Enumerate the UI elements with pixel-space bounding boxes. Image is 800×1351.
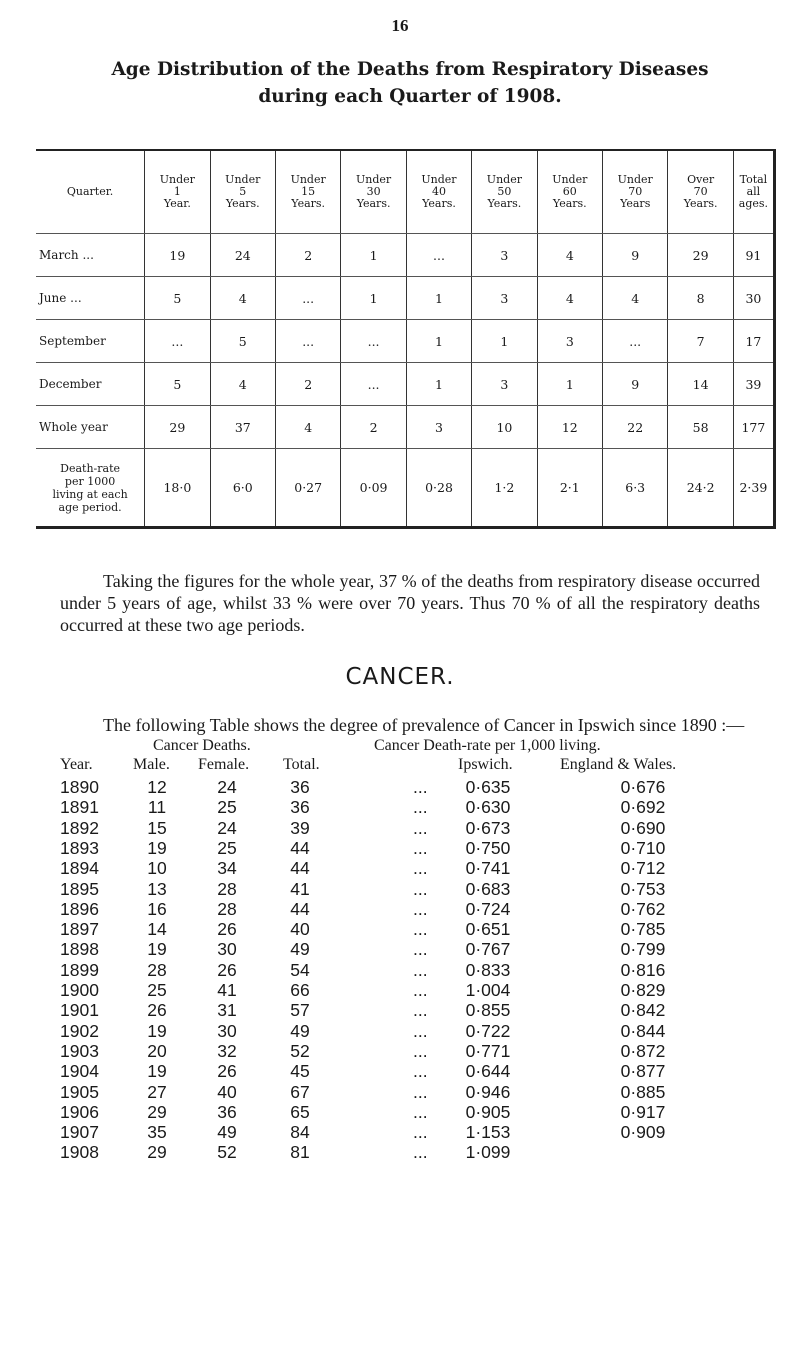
table-cell: 4 (537, 234, 602, 277)
cell-ipswich: 0·644 (465, 1061, 511, 1082)
cell-ipswich: 0·771 (465, 1040, 511, 1061)
leader-dots: ... (413, 817, 428, 838)
column-header-text: Quarter. (66, 185, 114, 198)
column-header-text: Under (617, 173, 653, 186)
table-cell: 3 (472, 234, 537, 277)
cell-year: 1905 (60, 1081, 99, 1102)
row-label: March ... (36, 234, 145, 277)
table-cell: 8 (668, 277, 733, 320)
table-cell: 4 (603, 277, 668, 320)
column-header-text: 70 (628, 185, 643, 198)
table-cell: 1 (406, 320, 471, 363)
column-header-text: 70 (693, 185, 708, 198)
cell-total: 44 (290, 858, 310, 879)
column-header-text: Years. (487, 197, 522, 210)
cell-female: 24 (217, 777, 237, 797)
leader-dots: ... (413, 777, 428, 797)
cell-year: 1902 (60, 1020, 99, 1041)
cell-england: 0·692 (620, 797, 666, 818)
cell-total: 52 (290, 1040, 310, 1061)
leader-dots: ... (413, 919, 428, 940)
cell-male: 13 (147, 878, 167, 899)
column-header-text: Years. (683, 197, 718, 210)
cell-ipswich: 0·673 (465, 817, 511, 838)
leader-dots: ... (413, 980, 428, 1000)
table-cell: 3 (472, 277, 537, 320)
cell-ipswich: 0·630 (465, 797, 511, 818)
table-cell: 0·09 (341, 449, 406, 528)
col-header-england: England & Wales. (560, 756, 677, 773)
cell-ipswich: 1·099 (465, 1142, 511, 1163)
table-row (58, 1122, 768, 1142)
cell-ipswich: 0·855 (465, 1000, 511, 1021)
cell-male: 16 (147, 898, 167, 919)
table-row (58, 858, 768, 878)
cell-female: 49 (217, 1122, 237, 1143)
table-cell: 4 (537, 277, 602, 320)
column-header (537, 150, 602, 234)
table-cell: 1 (406, 277, 471, 320)
column-header-text: 1 (173, 185, 181, 198)
table-row (58, 838, 768, 858)
table-cell: 2 (275, 234, 340, 277)
cell-male: 28 (147, 959, 167, 980)
table-cell: 1 (472, 320, 537, 363)
table-cell: 2 (275, 363, 340, 406)
cell-female: 32 (217, 1040, 237, 1061)
column-header-text: 5 (239, 185, 247, 198)
column-header-text: Years. (422, 197, 456, 210)
cell-total: 44 (290, 837, 310, 858)
column-header-text: 60 (562, 185, 577, 198)
cell-ipswich: 1·153 (465, 1122, 511, 1143)
column-header-text: Year. (163, 197, 191, 210)
column-header (145, 150, 210, 234)
cell-male: 19 (147, 1020, 167, 1041)
leader-dots: ... (413, 959, 428, 980)
table-cell: 58 (668, 406, 733, 449)
cell-ipswich: 0·905 (465, 1101, 511, 1122)
table-cell: 4 (275, 406, 340, 449)
table-cell: 1 (341, 234, 406, 277)
table-cell: 9 (603, 234, 668, 277)
leader-dots: ... (413, 1061, 428, 1082)
table-row (58, 879, 768, 899)
cell-year: 1894 (60, 858, 99, 879)
leader-dots: ... (413, 878, 428, 899)
column-header (406, 150, 471, 234)
table-cell: 5 (145, 363, 210, 406)
table-row (36, 234, 775, 277)
cell-female: 31 (217, 1000, 237, 1021)
table-cell: 29 (145, 406, 210, 449)
table-row (58, 777, 768, 797)
paragraph-cancer-intro: The following Table shows the degree of prevalence of Cancer in Ipswich since 1890 :— (103, 715, 745, 735)
cell-year: 1904 (60, 1061, 99, 1082)
cell-ipswich: 0·635 (465, 777, 511, 797)
cell-england: 0·712 (620, 858, 666, 879)
cell-total: 36 (290, 797, 310, 818)
cell-year: 1908 (60, 1142, 99, 1163)
table-cell: ... (603, 320, 668, 363)
cell-total: 65 (290, 1101, 310, 1122)
cell-year: 1896 (60, 898, 99, 919)
cell-male: 14 (147, 919, 167, 940)
table-cell: 5 (210, 320, 275, 363)
table-cell: 1 (341, 277, 406, 320)
cell-ipswich: 1·004 (465, 980, 511, 1000)
column-header (472, 150, 537, 234)
cell-female: 52 (217, 1142, 237, 1163)
table-cell: ... (145, 320, 210, 363)
column-header (275, 150, 340, 234)
cell-year: 1900 (60, 980, 99, 1000)
cell-ipswich: 0·741 (465, 858, 511, 879)
table-row (58, 1000, 768, 1020)
table-header-row (36, 150, 775, 234)
column-header-text: all (746, 185, 761, 198)
cell-england: 0·917 (620, 1101, 666, 1122)
table-row (36, 406, 775, 449)
cell-female: 30 (217, 1020, 237, 1041)
cell-england: 0·872 (620, 1040, 666, 1061)
table-cell: 2·39 (733, 449, 774, 528)
column-header-text: ages. (738, 197, 769, 210)
table-cell: 19 (145, 234, 210, 277)
cell-male: 26 (147, 1000, 167, 1021)
cell-female: 25 (217, 797, 237, 818)
cell-female: 26 (217, 1061, 237, 1082)
column-header-text: Under (290, 173, 326, 186)
cell-female: 30 (217, 939, 237, 960)
table-cell: 4 (210, 363, 275, 406)
table-cell: 14 (668, 363, 733, 406)
table-cell: 1·2 (472, 449, 537, 528)
cell-total: 40 (290, 919, 310, 940)
leader-dots: ... (413, 1122, 428, 1143)
column-header-text: Years (620, 197, 651, 210)
table-cell: 0·27 (275, 449, 340, 528)
cell-ipswich: 0·946 (465, 1081, 511, 1102)
row-label: September (36, 320, 145, 363)
column-header-text: Under (552, 173, 588, 186)
column-header-text: 30 (366, 185, 381, 198)
cell-total: 49 (290, 939, 310, 960)
row-label-text: age period. (58, 500, 122, 514)
table-row (58, 980, 768, 1000)
cell-female: 41 (217, 980, 237, 1000)
death-rate-row (36, 449, 775, 528)
table-cell: 3 (406, 406, 471, 449)
cell-year: 1899 (60, 959, 99, 980)
table-cell: 5 (145, 277, 210, 320)
cell-england: 0·877 (620, 1061, 666, 1082)
leader-dots: ... (413, 858, 428, 879)
cell-total: 81 (290, 1142, 310, 1163)
cell-male: 19 (147, 1061, 167, 1082)
col-header-total: Total. (283, 756, 320, 773)
cell-female: 36 (217, 1101, 237, 1122)
cell-ipswich: 0·722 (465, 1020, 511, 1041)
column-header-text: Years. (225, 197, 260, 210)
column-header (668, 150, 733, 234)
cell-year: 1903 (60, 1040, 99, 1061)
column-header-text: Under (486, 173, 522, 186)
table-cell: 91 (733, 234, 774, 277)
table-cell: 24 (210, 234, 275, 277)
cell-total: 36 (290, 777, 310, 797)
table-row (58, 1061, 768, 1081)
table-row (58, 797, 768, 817)
cell-male: 27 (147, 1081, 167, 1102)
table-cell: 37 (210, 406, 275, 449)
table-cell: 2·1 (537, 449, 602, 528)
table-cell: ... (341, 320, 406, 363)
table-cell: 1 (537, 363, 602, 406)
leader-dots: ... (413, 1000, 428, 1021)
col-header-male: Male. (133, 756, 170, 773)
cell-female: 26 (217, 919, 237, 940)
table-cell: 18·0 (145, 449, 210, 528)
cell-ipswich: 0·651 (465, 919, 511, 940)
cell-male: 11 (147, 797, 167, 818)
table-cell: 3 (537, 320, 602, 363)
column-header-text: Years. (356, 197, 391, 210)
column-header (341, 150, 406, 234)
column-header-text: Under (421, 173, 457, 186)
column-header-text: 40 (431, 185, 446, 198)
table-cell: 39 (733, 363, 774, 406)
column-header-text: 50 (497, 185, 512, 198)
cell-female: 40 (217, 1081, 237, 1102)
cell-male: 25 (147, 980, 167, 1000)
table-cell: 29 (668, 234, 733, 277)
cell-england: 0·690 (620, 817, 666, 838)
column-header-text: Years. (291, 197, 326, 210)
cell-year: 1906 (60, 1101, 99, 1122)
table-cell: 3 (472, 363, 537, 406)
cell-male: 15 (147, 817, 167, 838)
cell-england: 0·710 (620, 837, 666, 858)
column-header (603, 150, 668, 234)
cell-england: 0·799 (620, 939, 666, 960)
group-header-deaths: Cancer Deaths. (153, 737, 251, 754)
cell-male: 12 (147, 777, 167, 797)
table-row (58, 1142, 768, 1162)
cell-year: 1891 (60, 797, 99, 818)
table-row (36, 320, 775, 363)
page-title (40, 56, 780, 110)
table-cell: 6·3 (603, 449, 668, 528)
row-label (36, 449, 145, 528)
cell-year: 1895 (60, 878, 99, 899)
row-label: Whole year (36, 406, 145, 449)
leader-dots: ... (413, 1081, 428, 1102)
column-header-text: Under (159, 173, 195, 186)
col-header-ipswich: Ipswich. (458, 756, 513, 773)
table-row (36, 363, 775, 406)
leader-dots: ... (413, 797, 428, 818)
column-header-text: Total (739, 173, 768, 186)
cell-male: 20 (147, 1040, 167, 1061)
table-cell: 177 (733, 406, 774, 449)
row-label: June ... (36, 277, 145, 320)
cell-total: 54 (290, 959, 310, 980)
cell-ipswich: 0·683 (465, 878, 511, 899)
column-header-text: Years. (552, 197, 587, 210)
column-header-text: 15 (301, 185, 316, 198)
cell-year: 1897 (60, 919, 99, 940)
table-row (58, 1021, 768, 1041)
row-label: December (36, 363, 145, 406)
cell-female: 25 (217, 837, 237, 858)
cell-england: 0·753 (620, 878, 666, 899)
cell-female: 28 (217, 878, 237, 899)
table-cell: 24·2 (668, 449, 733, 528)
cell-total: 41 (290, 878, 310, 899)
column-header-text: Over (687, 173, 715, 186)
cell-male: 19 (147, 837, 167, 858)
cell-ipswich: 0·750 (465, 837, 511, 858)
cell-england: 0·785 (620, 919, 666, 940)
cell-ipswich: 0·724 (465, 898, 511, 919)
leader-dots: ... (413, 898, 428, 919)
row-label-text: living at each (52, 487, 128, 501)
group-header-rate: Cancer Death-rate per 1,000 living. (374, 737, 601, 754)
cell-england: 0·885 (620, 1081, 666, 1102)
cell-england: 0·816 (620, 959, 666, 980)
table-cell: 22 (603, 406, 668, 449)
cell-male: 19 (147, 939, 167, 960)
leader-dots: ... (413, 1040, 428, 1061)
column-header (210, 150, 275, 234)
table-cell: 12 (537, 406, 602, 449)
cell-ipswich: 0·833 (465, 959, 511, 980)
table-cell: 9 (603, 363, 668, 406)
cell-female: 28 (217, 898, 237, 919)
column-header (36, 150, 145, 234)
table-cell: 6·0 (210, 449, 275, 528)
leader-dots: ... (413, 837, 428, 858)
cancer-heading: CANCER. (345, 664, 455, 690)
table-cell: ... (341, 363, 406, 406)
cell-male: 29 (147, 1142, 167, 1163)
cell-year: 1901 (60, 1000, 99, 1021)
title-line-1: Age Distribution of the Deaths from Respiratory Diseases (111, 59, 709, 80)
table-cell: 10 (472, 406, 537, 449)
cell-england: 0·829 (620, 980, 666, 1000)
row-label-text: per 1000 (64, 474, 116, 488)
table-cell: 4 (210, 277, 275, 320)
cell-total: 67 (290, 1081, 310, 1102)
cell-year: 1893 (60, 837, 99, 858)
table-cell: 2 (341, 406, 406, 449)
leader-dots: ... (413, 1020, 428, 1041)
table-row (58, 1082, 768, 1102)
table-cell: 30 (733, 277, 774, 320)
col-header-year: Year. (60, 756, 93, 773)
cell-male: 10 (147, 858, 167, 879)
table-row (58, 939, 768, 959)
cell-year: 1907 (60, 1122, 99, 1143)
row-label-text: Death-rate (60, 461, 120, 475)
cell-total: 39 (290, 817, 310, 838)
cell-england: 0·844 (620, 1020, 666, 1041)
cell-england: 0·676 (620, 777, 666, 797)
cell-female: 34 (217, 858, 237, 879)
cell-total: 45 (290, 1061, 310, 1082)
column-header (733, 150, 774, 234)
cell-male: 29 (147, 1101, 167, 1122)
cell-year: 1892 (60, 817, 99, 838)
table-row (58, 899, 768, 919)
col-header-female: Female. (198, 756, 250, 773)
cell-total: 57 (290, 1000, 310, 1021)
table-cell: ... (406, 234, 471, 277)
table-row (58, 919, 768, 939)
table-cell: 0·28 (406, 449, 471, 528)
table-body (36, 234, 775, 528)
cell-total: 49 (290, 1020, 310, 1041)
leader-dots: ... (413, 1142, 428, 1163)
cell-total: 44 (290, 898, 310, 919)
cell-year: 1890 (60, 777, 99, 797)
page-number: 16 (391, 16, 409, 35)
cell-male: 35 (147, 1122, 167, 1143)
cell-total: 84 (290, 1122, 310, 1143)
paragraph-respiratory-summary: Taking the figures for the whole year, 37 % of the deaths from respiratory disease occurred under 5 years of age, whilst 33 % were over 70 years. Thus 70 % of all the respiratory deaths occurred at these two age periods. (60, 571, 760, 635)
table-row (36, 277, 775, 320)
cell-ipswich: 0·767 (465, 939, 511, 960)
table-row (58, 1041, 768, 1061)
cell-england: 0·909 (620, 1122, 666, 1143)
table-cell: 17 (733, 320, 774, 363)
table-cell: 7 (668, 320, 733, 363)
respiratory-age-table (36, 149, 776, 529)
cell-total: 66 (290, 980, 310, 1000)
table-cell: 1 (406, 363, 471, 406)
cell-england: 0·762 (620, 898, 666, 919)
cell-female: 24 (217, 817, 237, 838)
column-header-text: Under (355, 173, 392, 186)
cell-england: 0·842 (620, 1000, 666, 1021)
cell-year: 1898 (60, 939, 99, 960)
leader-dots: ... (413, 939, 428, 960)
table-cell: ... (275, 320, 340, 363)
leader-dots: ... (413, 1101, 428, 1122)
table-cell: ... (275, 277, 340, 320)
table-row (58, 960, 768, 980)
table-row (58, 1102, 768, 1122)
cell-female: 26 (217, 959, 237, 980)
table-row (58, 818, 768, 838)
column-header-text: Under (225, 173, 261, 186)
title-line-2: during each Quarter of 1908. (258, 86, 562, 107)
